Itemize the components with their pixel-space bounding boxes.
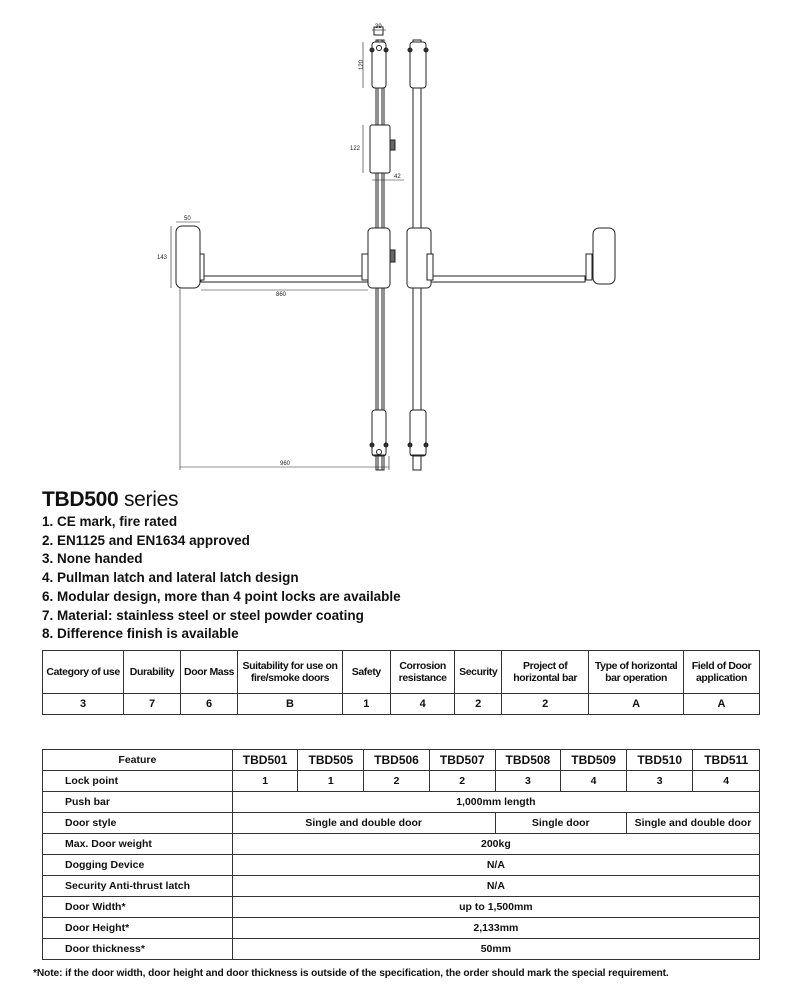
lock-point-value: 3	[626, 771, 693, 792]
feature-item: 1. CE mark, fire rated	[42, 514, 178, 529]
row-label: Lock point	[43, 771, 233, 792]
feature-item: 6. Modular design, more than 4 point locks are available	[42, 588, 401, 604]
dim-mid-height: 122	[350, 146, 361, 152]
header-door-mass: Door Mass	[180, 651, 238, 694]
lock-point-value: 3	[495, 771, 561, 792]
row-label: Max. Door weight	[43, 834, 233, 855]
spec-row-lock-point	[43, 771, 760, 792]
header-model: TBD511	[693, 750, 760, 771]
lock-point-value: 2	[364, 771, 430, 792]
door-style-value: Single and double door	[626, 813, 759, 834]
row-label: Door style	[43, 813, 233, 834]
header-durability: Durability	[124, 651, 181, 694]
dim-pad-height: 143	[157, 255, 168, 261]
series-name: TBD500	[42, 488, 119, 511]
classification-value-row	[43, 694, 760, 715]
feature-item: 7. Material: stainless steel or steel powder coating	[42, 607, 364, 623]
lock-point-value: 4	[693, 771, 760, 792]
door-height-value: 2,133mm	[232, 918, 759, 939]
anti-thrust-value: N/A	[232, 876, 759, 897]
door-style-value: Single door	[495, 813, 626, 834]
value-safety: 1	[342, 694, 390, 715]
header-model: TBD501	[232, 750, 298, 771]
value-door-mass: 6	[180, 694, 238, 715]
row-label: Door Width*	[43, 897, 233, 918]
header-field-application: Field of Door application	[683, 651, 759, 694]
feature-item: 2. EN1125 and EN1634 approved	[42, 532, 250, 548]
header-model: TBD505	[298, 750, 364, 771]
dim-top-width: 39	[375, 24, 382, 30]
spec-row-dogging	[43, 855, 760, 876]
header-security: Security	[455, 651, 502, 694]
push-bar-value: 1,000mm length	[232, 792, 759, 813]
dogging-value: N/A	[232, 855, 759, 876]
classification-header-row	[43, 651, 760, 694]
spec-header-row	[43, 750, 760, 771]
lock-point-value: 1	[232, 771, 298, 792]
header-corrosion: Corrosion resistance	[390, 651, 454, 694]
lock-point-value: 2	[429, 771, 495, 792]
header-project-bar: Project of horizontal bar	[502, 651, 589, 694]
door-thickness-value: 50mm	[232, 939, 759, 960]
value-project-bar: 2	[502, 694, 589, 715]
header-model: TBD507	[429, 750, 495, 771]
spec-row-door-height	[43, 918, 760, 939]
header-model: TBD506	[364, 750, 430, 771]
spec-row-door-style	[43, 813, 760, 834]
row-label: Door thickness*	[43, 939, 233, 960]
technical-drawing	[0, 0, 800, 480]
feature-list	[42, 513, 401, 644]
max-weight-value: 200kg	[232, 834, 759, 855]
value-suitability: B	[238, 694, 342, 715]
row-label: Dogging Device	[43, 855, 233, 876]
spec-row-anti-thrust	[43, 876, 760, 897]
value-durability: 7	[124, 694, 181, 715]
dim-bar-length: 860	[276, 292, 287, 298]
series-suffix: series	[118, 488, 179, 511]
value-security: 2	[455, 694, 502, 715]
feature-item: 3. None handed	[42, 551, 143, 567]
header-feature: Feature	[43, 750, 233, 771]
classification-table	[42, 650, 760, 715]
row-label: Door Height*	[43, 918, 233, 939]
spec-row-max-weight	[43, 834, 760, 855]
row-label: Security Anti-thrust latch	[43, 876, 233, 897]
value-corrosion: 4	[390, 694, 454, 715]
feature-item: 4. Pullman latch and lateral latch design	[42, 570, 299, 586]
value-field-application: A	[683, 694, 759, 715]
feature-item: 8. Difference finish is available	[42, 626, 239, 642]
header-suitability: Suitability for use on fire/smoke doors	[238, 651, 342, 694]
value-type-bar-operation: A	[589, 694, 684, 715]
header-model: TBD509	[561, 750, 627, 771]
dim-overall-width: 960	[280, 461, 291, 467]
dim-top-height: 120	[359, 59, 365, 70]
lock-point-value: 4	[561, 771, 627, 792]
dim-pad-width: 50	[184, 216, 191, 222]
spec-row-push-bar	[43, 792, 760, 813]
door-style-value: Single and double door	[232, 813, 495, 834]
spec-table	[42, 749, 760, 960]
spec-row-door-thickness	[43, 939, 760, 960]
value-category-of-use: 3	[43, 694, 124, 715]
header-category-of-use: Category of use	[43, 651, 124, 694]
series-title	[42, 488, 178, 512]
row-label: Push bar	[43, 792, 233, 813]
header-safety: Safety	[342, 651, 390, 694]
header-model: TBD508	[495, 750, 561, 771]
footnote: *Note: if the door width, door height and door thickness is outside of the specification, the order should mark the special requirement.	[33, 968, 669, 979]
header-model: TBD510	[626, 750, 693, 771]
dim-mid-offset: 42	[394, 174, 401, 180]
lock-point-value: 1	[298, 771, 364, 792]
spec-row-door-width	[43, 897, 760, 918]
header-type-bar-operation: Type of horizontal bar operation	[589, 651, 684, 694]
door-width-value: up to 1,500mm	[232, 897, 759, 918]
